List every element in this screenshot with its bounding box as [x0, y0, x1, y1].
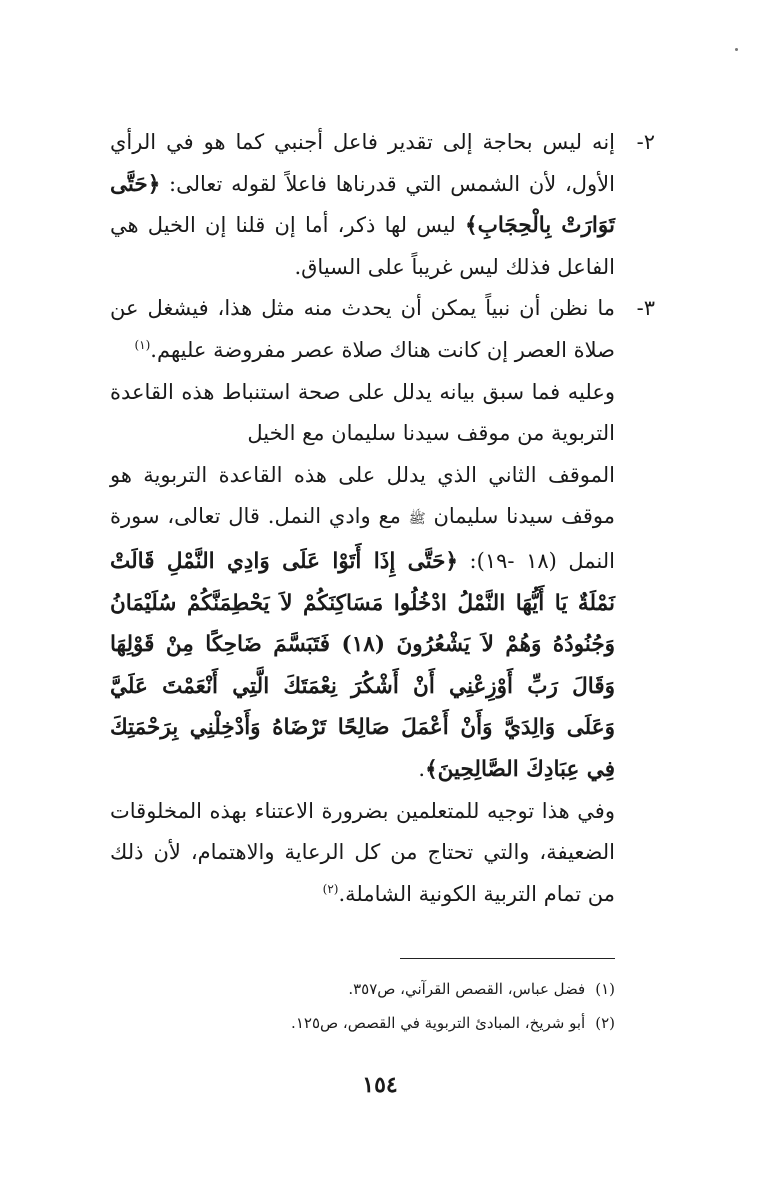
conclusion-paragraph: وعليه فما سبق بيانه يدلل على صحة استنباط هذه القاعدة التربوية من موقف سيدنا سليمان مع الخيل [110, 379, 615, 446]
corner-dot [735, 48, 738, 51]
paragraph-text: الموقف الثاني الذي يدلل على هذه القاعدة التربوية هو موقف سيدنا سليمان [110, 462, 615, 529]
footnote-ref[interactable]: (١) [134, 337, 151, 352]
list-item-text [110, 122, 615, 288]
list-text-part: ما نظن أن نبياً يمكن أن يحدث منه مثل هذا، فيشغل عن صلاة العصر إن كانت هناك صلاة عصر مفروضة عليهم. [110, 296, 615, 362]
quran-verse: ﴿حَتَّى تَوَارَتْ بِالْحِجَابِ﴾ [110, 171, 615, 239]
list-item-2 [110, 122, 655, 288]
honorific-glyph: ﷺ [408, 511, 426, 528]
paragraph-text: وفي هذا توجيه للمتعلمين بضرورة الاعتناء بهذه المخلوقات الضعيفة، والتي تحتاج من كل الرعاية والاهتمام، لأن ذلك من تمام التربية الكونية الشاملة. [110, 798, 615, 906]
paragraph-text: . [418, 756, 426, 781]
footnote-item [110, 972, 615, 1006]
page-number: ١٥٤ [362, 1072, 398, 1098]
list-item-3 [110, 288, 655, 371]
final-paragraph [110, 791, 615, 916]
quran-verse: ﴿حَتَّى إِذَا أَتَوْا عَلَى وَادِي النَّمْلِ قَالَتْ نَمْلَةٌ يَا أَيُّهَا النَّمْلُ ادْخُلُوا مَسَاكِنَكُمْ لاَ يَحْطِمَنَّكُمْ سُلَيْمَانُ وَجُنُودُهُ وَهُمْ لاَ يَشْعُرُونَ (١٨) فَتَبَسَّمَ ضَاحِكًا مِنْ قَوْلِهَا وَقَالَ رَبِّ أَوْزِعْنِي أَنْ أَشْكُرَ نِعْمَتَكَ الَّتِي أَنْعَمْتَ عَلَيَّ وَعَلَى وَالِدَيَّ وَأَنْ أَعْمَلَ صَالِحًا تَرْضَاهُ وَأَدْخِلْنِي بِرَحْمَتِكَ فِي عِبَادِكَ الصَّالِحِينَ﴾ [110, 548, 615, 782]
footnote-text: فضل عباس، القصص القرآني، ص٣٥٧. [348, 980, 586, 998]
list-text-part: إنه ليس بحاجة إلى تقدير فاعل أجنبي كما هو في الرأي الأول، لأن الشمس التي قدرناها فاعلاً لقوله تعالى: [110, 130, 615, 196]
footnote-item [110, 1006, 615, 1040]
footnote-ref[interactable]: (٢) [322, 881, 339, 896]
footnote-divider [400, 958, 615, 959]
footnotes [110, 972, 615, 1040]
list-item-text [110, 288, 615, 371]
list-number: ٢- [636, 130, 655, 154]
paragraph-text: مع وادي النمل. قال تعالى، سورة النمل (١٨ -١٩): [110, 504, 616, 573]
footnote-mark: (١) [595, 980, 615, 998]
list-number: ٣- [636, 296, 655, 321]
footnote-mark: (٢) [595, 1014, 615, 1032]
list-text-part: ليس لها ذكر، أما إن قلنا إن الخيل هي الفاعل فذلك ليس غريباً على السياق. [110, 213, 615, 279]
main-text [110, 122, 655, 915]
second-position-paragraph [110, 455, 615, 791]
footnote-text: أبو شريخ، المبادئ التربوية في القصص، ص١٢٥. [291, 1014, 586, 1032]
